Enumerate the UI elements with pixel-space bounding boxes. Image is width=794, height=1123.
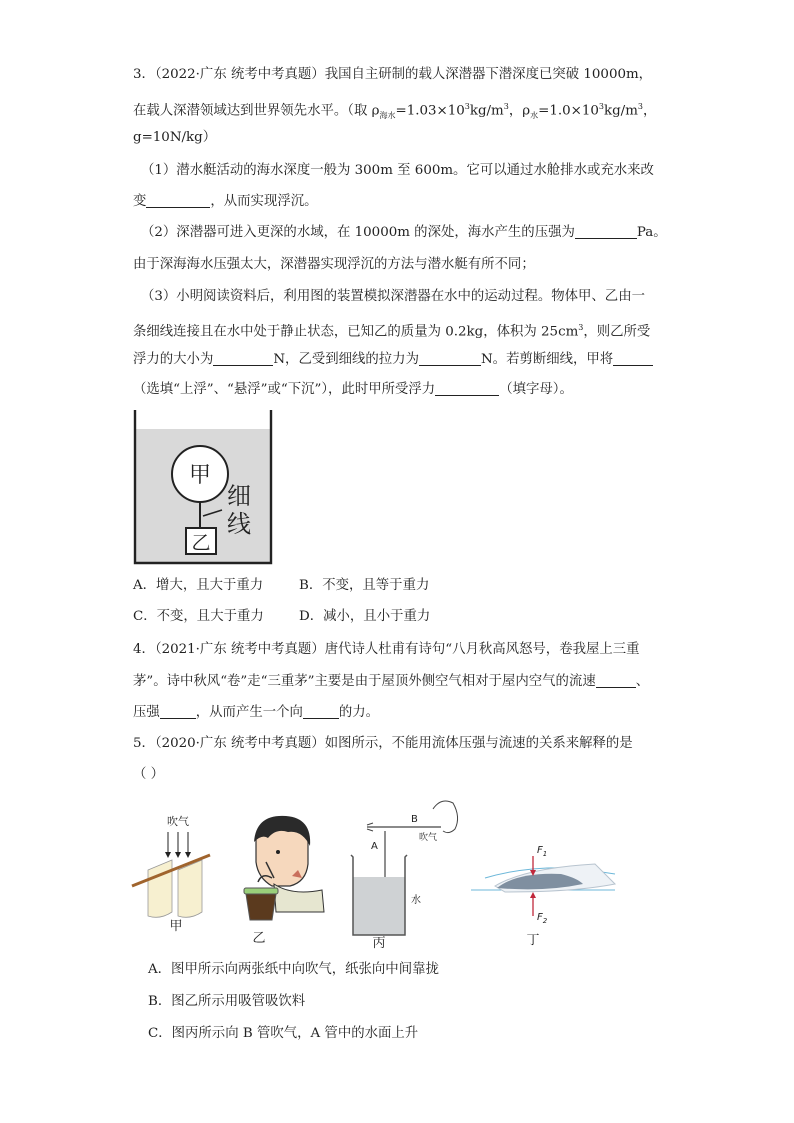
answer-blank[interactable] — [613, 351, 653, 366]
q3-part3-line4: （选填“上浮”、“悬浮”或“下沉”），此时甲所受浮力 （填字母）。 — [133, 382, 573, 397]
label-xian: 线 — [227, 510, 251, 538]
label-chuiqi2: 吹气 — [419, 833, 438, 843]
q3-part1-line1: （1）潜水艇活动的海水深度一般为 300m 至 600m。它可以通过水舱排水或充水来改 — [141, 163, 654, 178]
cup-drink — [246, 894, 276, 920]
answer-blank[interactable] — [160, 704, 196, 719]
q3-line2: 在载人深潜领域达到世界领先水平。（取 $\rho_{海水}=1.03\times 10^3kg/m^3$，$\rho_水=1.0\times 10^3kg/m^3$， — [133, 102, 657, 121]
answer-blank[interactable] — [435, 381, 499, 396]
q3-line1: 3．（2022·广东 统考中考真题）我国自主研制的载人深潜器下潜深度已突破 10000m， — [133, 67, 653, 82]
q3-option-d[interactable]: D．减小，且小于重力 — [299, 609, 431, 624]
q4-line1: 4．（2021·广东 统考中考真题）唐代诗人杜甫有诗句“八月秋高风怒号，卷我屋上三重 — [133, 642, 640, 657]
label-shui: 水 — [411, 895, 421, 906]
q5-option-b[interactable]: B．图乙所示用吸管吸饮料 — [148, 994, 306, 1009]
q5-line1: 5．（2020·广东 统考中考真题）如图所示，不能用流体压强与流速的关系来解释的是 — [133, 736, 633, 751]
answer-blank[interactable] — [419, 351, 481, 366]
q5-option-a[interactable]: A．图甲所示向两张纸中向吹气，纸张向中间靠拢 — [148, 962, 439, 977]
q3-option-a[interactable]: A．增大，且大于重力 — [133, 578, 264, 593]
label-fig-bing: 丙 — [372, 936, 386, 950]
q3-part3-line3: 浮力的大小为 N，乙受到细线的拉力为 N。若剪断细线，甲将 — [133, 350, 653, 370]
q3-part1-line2: 变 ，从而实现浮沉。 — [133, 194, 318, 209]
q3-part2-line1: （2）深潜器可进入更深的水域，在 10000m 的深处，海水产生的压强为 Pa。 — [141, 225, 667, 240]
label-xi: 细 — [227, 482, 251, 510]
q4-line3: 压强 ，从而产生一个向 的力。 — [133, 705, 380, 720]
q5-figure-ding — [465, 838, 630, 948]
label-a: A — [371, 841, 378, 852]
paper-right — [178, 860, 202, 917]
q4-line2: 茅”。诗中秋风“卷”走“三重茅”主要是由于屋顶外侧空气相对于屋内空气的流速 、 — [133, 674, 650, 689]
q3-option-b[interactable]: B．不变，且等于重力 — [299, 578, 430, 593]
label-yi: 乙 — [191, 532, 211, 554]
answer-blank[interactable] — [303, 704, 339, 719]
answer-blank[interactable] — [596, 673, 636, 688]
label-jia: 甲 — [188, 463, 212, 488]
q3-line3: g=10N/kg） — [133, 130, 217, 145]
person-face — [433, 801, 458, 833]
label-fig-ding: 丁 — [526, 933, 540, 948]
label-fig-jia: 甲 — [169, 919, 183, 932]
q5-figure-yi — [232, 812, 332, 948]
water — [353, 877, 405, 935]
answer-blank[interactable] — [575, 224, 637, 239]
q3-figure — [132, 408, 274, 566]
answer-blank[interactable] — [213, 351, 273, 366]
q5-figure-bing — [345, 795, 475, 950]
q3-part3-line2: 条细线连接且在水中处于静止状态，已知乙的质量为 0.2kg，体积为 $25cm^3$，则乙所受 — [133, 323, 651, 340]
label-f1: $F_1$ — [537, 845, 548, 858]
label-b: B — [411, 814, 418, 825]
cup-lid — [244, 888, 278, 894]
label-f2: $F_2$ — [537, 912, 548, 925]
q3-part2-line2: 由于深海海水压强太大，深潜器实现浮沉的方法与潜水艇有所不同； — [133, 257, 535, 272]
answer-blank[interactable] — [146, 193, 210, 208]
boy-shirt — [274, 884, 324, 912]
q5-option-c[interactable]: C．图丙所示向 B 管吹气，A 管中的水面上升 — [148, 1026, 419, 1041]
q3-option-c[interactable]: C．不变，且大于重力 — [133, 609, 264, 624]
q5-figure-jia — [128, 812, 228, 932]
label-fig-yi: 乙 — [252, 931, 266, 946]
q5-line2: （ ） — [133, 767, 165, 782]
q3-part3-line1: （3）小明阅读资料后，利用图的装置模拟深潜器在水中的运动过程。物体甲、乙由一 — [141, 289, 645, 304]
paper-left — [148, 860, 172, 917]
label-chuiqi: 吹气 — [167, 815, 189, 828]
